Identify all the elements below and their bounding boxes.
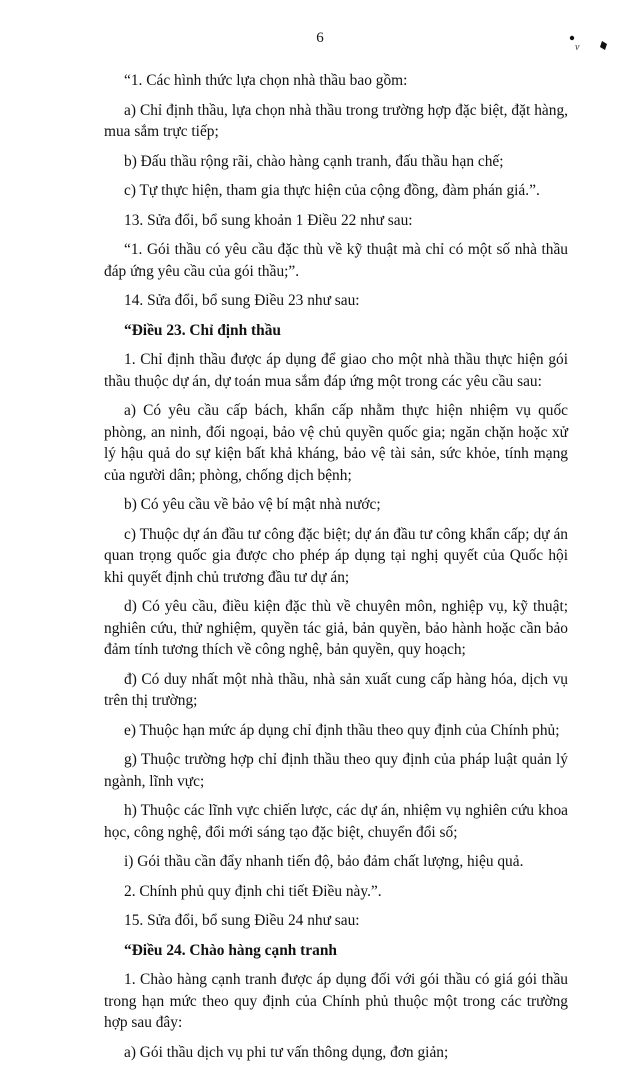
paragraph: c) Thuộc dự án đầu tư công đặc biệt; dự án đầu tư công khẩn cấp; dự án quan trọng quốc gia được cho phép áp dụng tại nghị quyết của Quốc hội khi quyết định chủ trương đầu tư dự án;: [104, 525, 568, 586]
paragraph: “1. Gói thầu có yêu cầu đặc thù về kỹ thuật mà chỉ có một số nhà thầu đáp ứng yêu cầu của gói thầu;”.: [104, 241, 568, 280]
article-heading: “Điều 24. Chào hàng cạnh tranh: [124, 941, 337, 959]
page-number: 6: [316, 30, 324, 46]
paragraph: h) Thuộc các lĩnh vực chiến lược, các dự án, nhiệm vụ nghiên cứu khoa học, công nghệ, đổi mới sáng tạo đặc biệt, chuyển đổi số;: [104, 802, 568, 841]
paragraph: 1. Chào hàng cạnh tranh được áp dụng đối với gói thầu có giá gói thầu trong hạn mức theo quy định của Chính phủ thuộc một trong các trường hợp sau đây:: [104, 971, 568, 1031]
paragraph: a) Có yêu cầu cấp bách, khẩn cấp nhằm thực hiện nhiệm vụ quốc phòng, an ninh, đối ngoại, bảo vệ chủ quyền quốc gia; ngăn chặn hoặc xử lý hậu quả do sự kiện bất khả kháng, bảo vệ tài sản, sức khỏe, tính mạng của người dân; phòng, chống dịch bệnh;: [104, 402, 568, 484]
paragraph: a) Gói thầu dịch vụ phi tư vấn thông dụng, đơn giản;: [124, 1043, 449, 1061]
paragraph: 2. Chính phủ quy định chi tiết Điều này.”.: [124, 882, 382, 900]
scan-mark: [600, 41, 607, 50]
paragraph: a) Chỉ định thầu, lựa chọn nhà thầu trong trường hợp đặc biệt, đặt hàng, mua sắm trực tiếp;: [104, 101, 568, 140]
paragraph: b) Có yêu cầu về bảo vệ bí mật nhà nước;: [124, 496, 381, 513]
scan-dot: [570, 36, 574, 40]
article-heading: “Điều 23. Chỉ định thầu: [124, 321, 281, 339]
paragraph: c) Tự thực hiện, tham gia thực hiện của cộng đồng, đàm phán giá.”.: [124, 182, 540, 199]
paragraph: e) Thuộc hạn mức áp dụng chỉ định thầu theo quy định của Chính phủ;: [124, 721, 560, 739]
paragraph: i) Gói thầu cần đẩy nhanh tiến độ, bảo đảm chất lượng, hiệu quả.: [124, 853, 524, 870]
scan-marks: [548, 30, 618, 70]
document-body: [104, 70, 568, 1071]
paragraph: 13. Sửa đổi, bổ sung khoản 1 Điều 22 như sau:: [124, 211, 413, 229]
paragraph: “1. Các hình thức lựa chọn nhà thầu bao gồm:: [124, 72, 408, 89]
corner-mark-text: v: [575, 42, 580, 53]
paragraph: g) Thuộc trường hợp chỉ định thầu theo quy định của pháp luật quản lý ngành, lĩnh vực;: [104, 751, 568, 790]
paragraph: d) Có yêu cầu, điều kiện đặc thù về chuyên môn, nghiệp vụ, kỹ thuật; nghiên cứu, thử nghiệm, quyền tác giả, bản quyền, bảo hành hoặc cần bảo đảm tính tương thích về công nghệ, bản quyền, quy hoạch;: [104, 598, 568, 658]
paragraph: 15. Sửa đổi, bổ sung Điều 24 như sau:: [124, 912, 360, 929]
paragraph: 14. Sửa đổi, bổ sung Điều 23 như sau:: [124, 292, 360, 309]
paragraph: 1. Chỉ định thầu được áp dụng để giao cho một nhà thầu thực hiện gói thầu thuộc dự án, dự toán mua sắm đáp ứng một trong các yêu cầu sau:: [104, 351, 568, 390]
paragraph: đ) Có duy nhất một nhà thầu, nhà sản xuất cung cấp hàng hóa, dịch vụ trên thị trường;: [104, 670, 568, 709]
paragraph: b) Đấu thầu rộng rãi, chào hàng cạnh tranh, đấu thầu hạn chế;: [124, 152, 504, 170]
